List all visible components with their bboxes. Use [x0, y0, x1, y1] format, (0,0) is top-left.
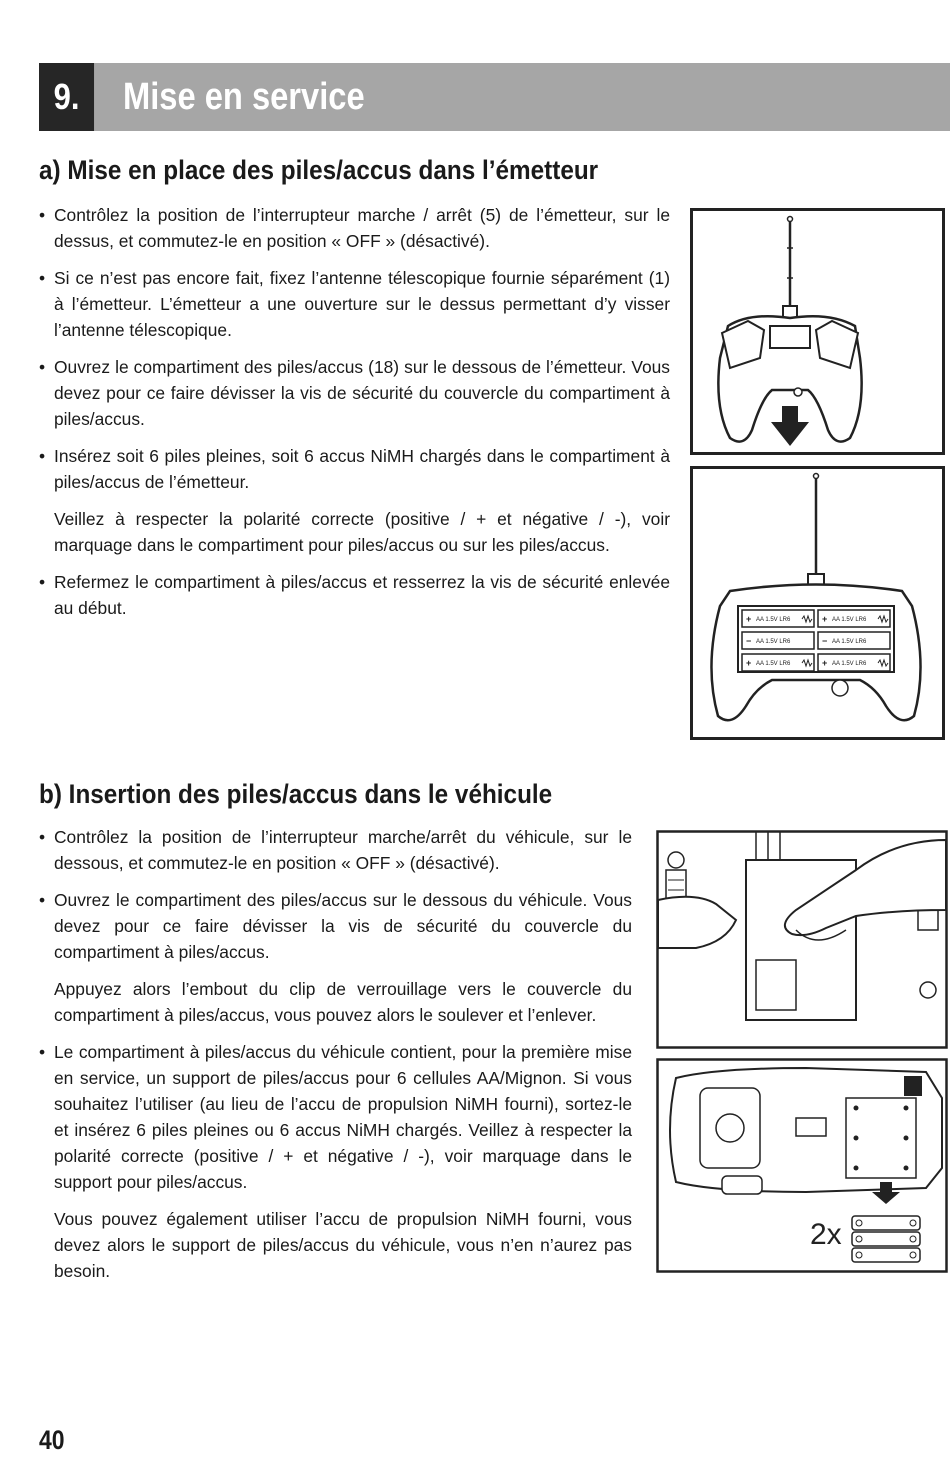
figure-vehicle-cover: [656, 830, 948, 1049]
transmitter-battery-illustration: [690, 466, 945, 740]
plus-sign: +: [822, 614, 828, 624]
section-a-paragraph: [39, 202, 670, 254]
plus-sign: +: [746, 658, 752, 668]
battery-count: 2x: [810, 1218, 842, 1251]
bullet: •: [39, 890, 46, 910]
battery-label: AA 1.5V LR6: [832, 661, 867, 667]
section-a-heading: a) Mise en place des piles/accus dans l’émetteur: [39, 155, 599, 185]
figure-transmitter-top: [690, 208, 945, 455]
paragraph-text: Insérez soit 6 piles pleines, soit 6 accus NiMH chargés dans le compartiment à piles/accus de l’émetteur.: [54, 446, 670, 492]
section-b-paragraph: [39, 976, 632, 1028]
section-b-paragraph: [39, 824, 632, 876]
section-a-paragraph: [39, 443, 670, 495]
vehicle-battery-illustration: [656, 1058, 948, 1273]
section-a-paragraph: [39, 569, 670, 621]
paragraph-text: Ouvrez le compartiment des piles/accus sur le dessous du véhicule. Vous devez pour ce faire dévisser la vis de sécurité du couvercle du compartiment à piles/accus.: [54, 890, 632, 962]
paragraph-text: Contrôlez la position de l’interrupteur marche/arrêt du véhicule, sur le dessous, et commutez-le en position « OFF » (désactivé).: [54, 827, 632, 873]
vehicle-cover-illustration: [656, 830, 948, 1049]
paragraph-text: Contrôlez la position de l’interrupteur marche / arrêt (5) de l’émetteur, sur le dessus, et commutez-le en position « OFF » (désactivé).: [54, 205, 670, 251]
page-number: 40: [39, 1425, 65, 1455]
minus-sign: −: [822, 636, 828, 646]
chapter-header: [39, 63, 950, 131]
bullet: •: [39, 268, 46, 288]
plus-sign: +: [746, 614, 752, 624]
bullet: •: [39, 357, 46, 377]
section-b-paragraph: [39, 1206, 632, 1284]
bullet: •: [39, 572, 46, 592]
section-b-heading: b) Insertion des piles/accus dans le véhicule: [39, 779, 553, 809]
section-a-paragraph: [39, 354, 670, 432]
bullet: •: [39, 205, 46, 225]
paragraph-text: Le compartiment à piles/accus du véhicule contient, pour la première mise en service, un support de piles/accus pour 6 cellules AA/Mignon. Si vous souhaitez l’utiliser (au lieu de l’accu de propulsion NiMH fourni), sortez-le et insérez 6 piles pleines ou 6 accus NiMH chargés. Veillez à respecter la polarité correcte (positive / + et négative / -), voir marquage dans le support pour piles/accus.: [54, 1042, 632, 1192]
plus-sign: +: [822, 658, 828, 668]
section-a-paragraph: [39, 506, 670, 558]
section-b-paragraph: [39, 887, 632, 965]
section-b-paragraph: [39, 1039, 632, 1195]
figure-vehicle-battery-holder: [656, 1058, 948, 1273]
paragraph-text: Ouvrez le compartiment des piles/accus (18) sur le dessous de l’émetteur. Vous devez pour ce faire dévisser la vis de sécurité du couvercle du compartiment à piles/accus.: [54, 357, 670, 429]
paragraph-text: Vous pouvez également utiliser l’accu de propulsion NiMH fourni, vous devez alors le support de piles/accus du véhicule, vous n’en n’aurez pas besoin.: [54, 1209, 632, 1281]
paragraph-text: Appuyez alors l’embout du clip de verrouillage vers le couvercle du compartiment à piles/accus, vous pouvez alors le soulever et l’enlever.: [54, 979, 632, 1025]
figure-transmitter-batteries: [690, 466, 945, 740]
section-a-text: [39, 202, 670, 632]
battery-label: AA 1.5V LR6: [756, 661, 791, 667]
paragraph-text: Veillez à respecter la polarité correcte (positive / + et négative / -), voir marquage dans le compartiment pour piles/accus ou sur les piles/accus.: [54, 509, 670, 555]
battery-label: AA 1.5V LR6: [832, 617, 867, 623]
chapter-title: Mise en service: [123, 76, 365, 118]
bullet: •: [39, 827, 46, 847]
chapter-number: 9.: [39, 63, 94, 131]
transmitter-antenna-illustration: [690, 208, 945, 455]
bullet: •: [39, 1042, 46, 1062]
paragraph-text: Si ce n’est pas encore fait, fixez l’antenne télescopique fournie séparément (1) à l’émetteur. L’émetteur a une ouverture sur le dessus permettant d’y visser l’antenne télescopique.: [54, 268, 670, 340]
battery-label: AA 1.5V LR6: [832, 639, 867, 645]
minus-sign: −: [746, 636, 752, 646]
paragraph-text: Refermez le compartiment à piles/accus et resserrez la vis de sécurité enlevée au début.: [54, 572, 670, 618]
section-a-paragraph: [39, 265, 670, 343]
battery-label: AA 1.5V LR6: [756, 617, 791, 623]
section-b-text: [39, 824, 632, 1295]
battery-label: AA 1.5V LR6: [756, 639, 791, 645]
bullet: •: [39, 446, 46, 466]
